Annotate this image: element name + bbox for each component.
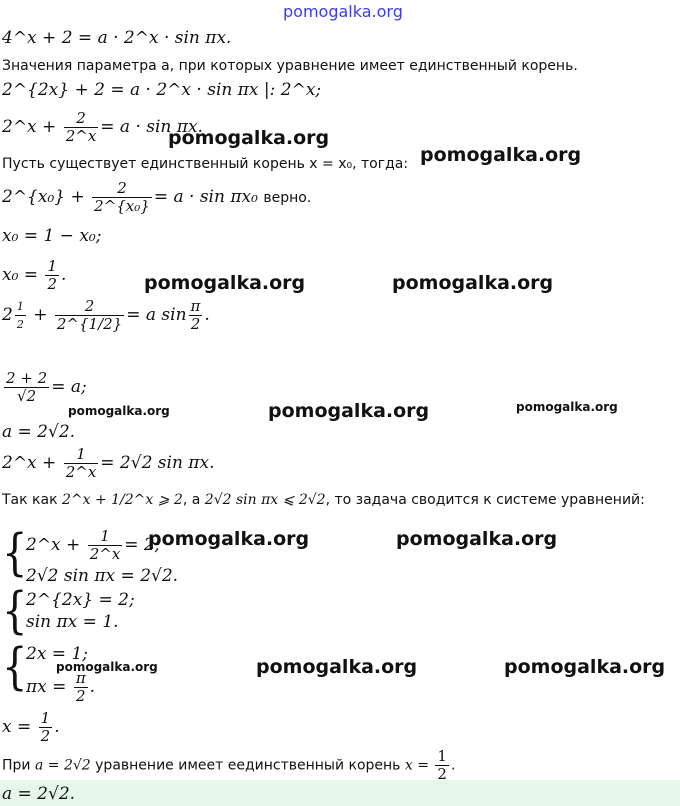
equation-line-1: 4^x + 2 = a · 2^x · sin πx.: [2, 28, 232, 48]
watermark: pomogalka.org: [396, 528, 558, 550]
equation-line-7: 2 $^{\frac{1}{2}}$ + $\frac{2}{2\^{}\{1/2\}}$ = a sin $\frac{\pi}{2}$ .: [2, 297, 210, 333]
system1-eq1: 2^x + $\frac{1}{2\^{}x}$ = 2;: [26, 527, 161, 563]
equation-line-8: $\frac{2 + 2}{√2}$ = a;: [6, 369, 87, 405]
watermark: pomogalka.org: [144, 272, 306, 294]
equation-line-4: 2^{x₀} + $\frac{2}{\text{2\textasciicircum{}\{x₀\}}}$ = a · sin πx₀ верно.: [2, 179, 312, 215]
watermark: pomogalka.org: [392, 272, 554, 294]
fraction: $\frac{1}{2\^{}x}$: [89, 527, 121, 563]
watermark-top[interactable]: pomogalka.org: [283, 2, 403, 21]
system3-eq2: πx = $\frac{\pi}{2}$ .: [26, 669, 96, 705]
exponent-fraction: 1 2: [16, 300, 24, 331]
equation-line-3: 2^x + $\frac{2}{2\^{}x}$ = a · sin πx.: [2, 109, 203, 145]
answer-highlight: [0, 780, 680, 806]
fraction: $\frac{2}{2\^{}x}$: [65, 109, 97, 145]
watermark: pomogalka.org: [420, 144, 582, 166]
conclusion-text: При a = 2√2 уравнение имеет еединственный корень x = $\frac{1}{2}$ .: [2, 747, 456, 783]
system1-eq2: 2√2 sin πx = 2√2.: [26, 566, 179, 586]
system-brace-3: {: [2, 638, 28, 696]
watermark: pomogalka.org: [256, 656, 418, 678]
fraction: $\frac{\pi}{2}$: [190, 297, 201, 333]
system-brace-2: {: [2, 582, 28, 640]
fraction: $\frac{1}{2}$: [47, 257, 58, 293]
equation-line-5: x₀ = 1 − x₀;: [2, 226, 102, 246]
fraction: $\frac{1}{2}$: [40, 709, 51, 745]
problem-text: Значения параметра a, при которых уравнение имеет единственный корень.: [2, 58, 578, 74]
equation-line-10: 2^x + $\frac{1}{2\^{}x}$ = 2√2 sin πx.: [2, 445, 215, 481]
fraction: $\frac{2}{2\^{}\{1/2\}}$: [56, 297, 123, 333]
fraction: $\frac{2 + 2}{√2}$: [6, 369, 48, 405]
equation-line-2: 2^{2x} + 2 = a · 2^x · sin πx |: 2^x;: [2, 80, 322, 100]
system-brace-1: {: [2, 524, 28, 582]
watermark: pomogalka.org: [516, 400, 618, 414]
watermark: pomogalka.org: [268, 400, 430, 422]
watermark: pomogalka.org: [504, 656, 666, 678]
watermark: pomogalka.org: [148, 528, 310, 550]
solution-x: x = $\frac{1}{2}$ .: [2, 709, 60, 745]
fraction: $\frac{2}{\text{2\textasciicircum{}\{x₀\}}}$: [94, 179, 150, 215]
fraction: $\frac{1}{2\^{}x}$: [65, 445, 97, 481]
equation-line-6: x₀ = $\frac{1}{2}$ .: [2, 257, 67, 293]
fraction: $\frac{\pi}{2}$: [75, 669, 86, 705]
system2-eq2: sin πx = 1.: [26, 612, 119, 632]
system3-eq1: 2x = 1;: [26, 644, 88, 664]
watermark: pomogalka.org: [56, 660, 158, 674]
answer-line: a = 2√2.: [2, 784, 76, 804]
reasoning-text: Так как 2^x + 1/2^x ⩾ 2, а 2√2 sin πx ⩽ 2√2, то задача сводится к системе уравнений:: [2, 492, 645, 508]
watermark: pomogalka.org: [168, 127, 330, 149]
equation-line-9: a = 2√2.: [2, 422, 76, 442]
watermark: pomogalka.org: [68, 404, 170, 418]
fraction: $\frac{1}{2}$: [437, 747, 447, 783]
assume-text: Пусть существует единственный корень x = x₀, тогда:: [2, 156, 409, 172]
system2-eq1: 2^{2x} = 2;: [26, 590, 135, 610]
